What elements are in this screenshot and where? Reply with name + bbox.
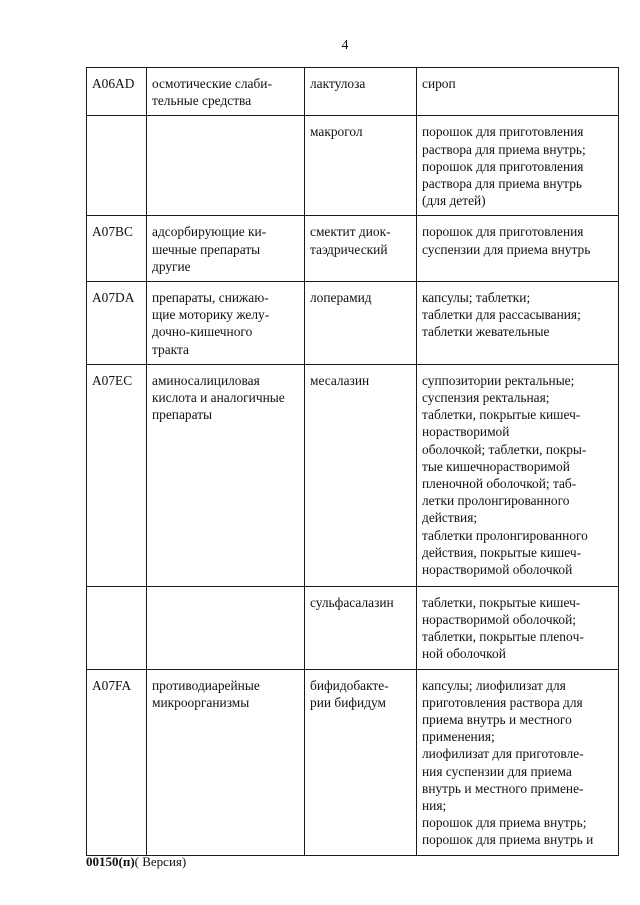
atc-code-cell: A07DA <box>87 282 147 365</box>
pharm-group-cell: противодиарейные микроорганизмы <box>147 669 305 855</box>
drug-name-cell: бифидобакте- рии бифидум <box>305 669 417 855</box>
drug-table <box>86 67 619 856</box>
document-code: 00150(п) <box>86 854 135 869</box>
dosage-form-cell: порошок для приготовления раствора для приема внутрь; порошок для приготовления раствора для приема внутрь (для детей) <box>417 116 619 216</box>
drug-name-cell: смектит диок- таэдрический <box>305 216 417 282</box>
dosage-form-cell: порошок для приготовления суспензии для приема внутрь <box>417 216 619 282</box>
dosage-form-cell: таблетки, покрытые кишеч- норастворимой оболочкой; таблетки, покрытые плenoч- ной оболочкой <box>417 586 619 669</box>
page-number: 4 <box>341 38 349 53</box>
version-label: ( Версия) <box>134 854 187 869</box>
pharm-group-cell: адсорбирующие ки- шечные препараты другие <box>147 216 305 282</box>
dosage-form-cell: сироп <box>417 68 619 116</box>
dosage-form-cell: капсулы; таблетки; таблетки для рассасывания; таблетки жевательные <box>417 282 619 365</box>
pharm-group-cell <box>147 116 305 216</box>
atc-code-cell: A06AD <box>87 68 147 116</box>
dosage-form-cell: суппозитории ректальные; суспензия ректальная; таблетки, покрытые кишеч- норастворимой оболочкой; таблетки, покры- тые кишечнорастворимой пленочной оболочкой; таб- летки пролонгированного действия; таблетки пролонгированного действия, покрытые кишеч- норастворимой оболочкой <box>417 364 619 586</box>
atc-code-cell: A07EC <box>87 364 147 586</box>
table-row <box>87 216 619 282</box>
table-row <box>87 116 619 216</box>
table-row <box>87 282 619 365</box>
atc-code-cell: A07BC <box>87 216 147 282</box>
table-row <box>87 586 619 669</box>
document-footer <box>86 854 186 870</box>
atc-code-cell <box>87 116 147 216</box>
table-row <box>87 68 619 116</box>
atc-code-cell: A07FA <box>87 669 147 855</box>
drug-name-cell: сульфасалазин <box>305 586 417 669</box>
pharm-group-cell: осмотические слаби- тельные средства <box>147 68 305 116</box>
drug-name-cell: лактулоза <box>305 68 417 116</box>
drug-name-cell: лоперамид <box>305 282 417 365</box>
pharm-group-cell: аминосалициловая кислота и аналогичные препараты <box>147 364 305 586</box>
drug-name-cell: макрогол <box>305 116 417 216</box>
table-row <box>87 669 619 855</box>
pharm-group-cell <box>147 586 305 669</box>
pharm-group-cell: препараты, снижаю- щие моторику желу- дочно-кишечного тракта <box>147 282 305 365</box>
drug-name-cell: месалазин <box>305 364 417 586</box>
table-row <box>87 364 619 586</box>
dosage-form-cell: капсулы; лиофилизат для приготовления раствора для приема внутрь и местного применения; лиофилизат для приготовле- ния суспензии для приема внутрь и местного примене- ния; порошок для приема внутрь; порошок для приема внутрь и <box>417 669 619 855</box>
atc-code-cell <box>87 586 147 669</box>
